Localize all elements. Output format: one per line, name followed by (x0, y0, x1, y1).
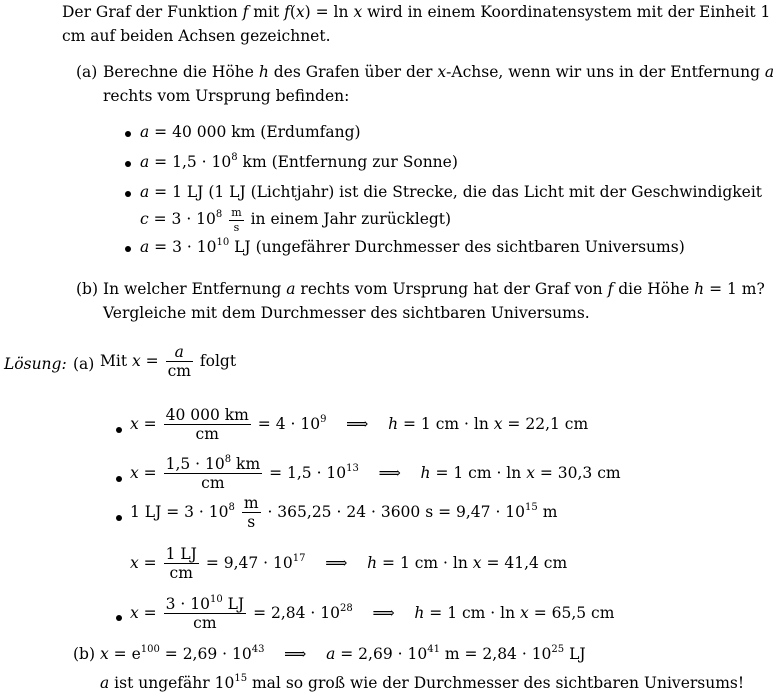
bullet (125, 246, 131, 252)
task-a-item-3-cont: $c = 3 \cdot 10^8$ $\frac{m}{s}$ in einem Jahr zurücklegt) (140, 206, 452, 234)
solution-line-4: x = $\frac{1 LJ}{cm}$ = $9,47 \cdot 10^{17}$ ⟹ h = 1 cm · ln x = 41,4 cm (130, 545, 568, 583)
task-b-label: (b) (76, 280, 99, 298)
solution-conclusion: a ist ungefähr $10^{15}$ mal so groß wie der Durchmesser des sichtbaren Universums! (100, 673, 745, 692)
solution-b-line: $x = e^{100} = 2,69 \cdot 10^{43}$ ⟹ $a = 2,69 \cdot 10^{41}$ $m = 2,84 \cdot 10^{25}$ LJ (100, 644, 586, 663)
solution-line-3: 1 LJ = $3 \cdot 10^8$ $\frac{m}{s}$ · 365,25 · 24 · 3600 $s = 9,47 \cdot 10^{15}$ m (130, 494, 558, 532)
solution-line-2: x = $\frac{1,5 \cdot 10^8 km}{cm}$ = $1,5 \cdot 10^{13}$ ⟹ h = 1 cm · ln x = 30,3 cm (130, 454, 621, 493)
task-b-line-1: In welcher Entfernung a rechts vom Ursprung hat der Graf von f die Höhe h = 1 m? (103, 280, 765, 298)
task-a-line-1: Berechne die Höhe h des Grafen über der x-Achse, wenn wir uns in der Entfernung a (103, 63, 774, 81)
task-a-item-1: a = 40 000 km (Erdumfang) (140, 123, 361, 141)
bullet (125, 131, 131, 137)
bullet (125, 191, 131, 197)
bullet (116, 476, 122, 482)
bullet (116, 515, 122, 521)
task-a-line-2: rechts vom Ursprung befinden: (103, 87, 350, 105)
solution-heading: Lösung: (4, 355, 67, 373)
intro-line-1: Der Graf der Funktion f mit f(x) = ln x wird in einem Koordinatensystem mit der Einheit 1 (62, 3, 771, 21)
bullet (116, 615, 122, 621)
solution-b-label: (b) (73, 645, 96, 663)
solution-line-5: x = $\frac{3 \cdot 10^{10} LJ}{cm}$ = $2,84 \cdot 10^{28}$ ⟹ h = 1 cm · ln x = 65,5 cm (130, 594, 615, 633)
intro-line-2: cm auf beiden Achsen gezeichnet. (62, 27, 331, 45)
task-a-label: (a) (76, 63, 98, 81)
task-a-item-2: $a = 1,5 \cdot 10^8$ km (Entfernung zur Sonne) (140, 152, 458, 171)
task-a-item-4: $a = 3 \cdot 10^{10}$ LJ (ungefährer Durchmesser des sichtbaren Universums) (140, 237, 685, 256)
task-b-line-2: Vergleiche mit dem Durchmesser des sichtbaren Universums. (103, 304, 590, 322)
bullet (125, 161, 131, 167)
solution-a-intro: Mit x = $\frac{a}{cm}$ folgt (100, 343, 237, 381)
task-a-item-3: a = 1 LJ (1 LJ (Lichtjahr) ist die Strecke, die das Licht mit der Geschwindigkeit (140, 183, 763, 201)
bullet (116, 427, 122, 433)
solution-a-label: (a) (73, 355, 95, 373)
solution-line-1: x = $\frac{40 000 km}{cm}$ = $4 \cdot 10^9$ ⟹ h = 1 cm · ln x = 22,1 cm (130, 406, 589, 444)
